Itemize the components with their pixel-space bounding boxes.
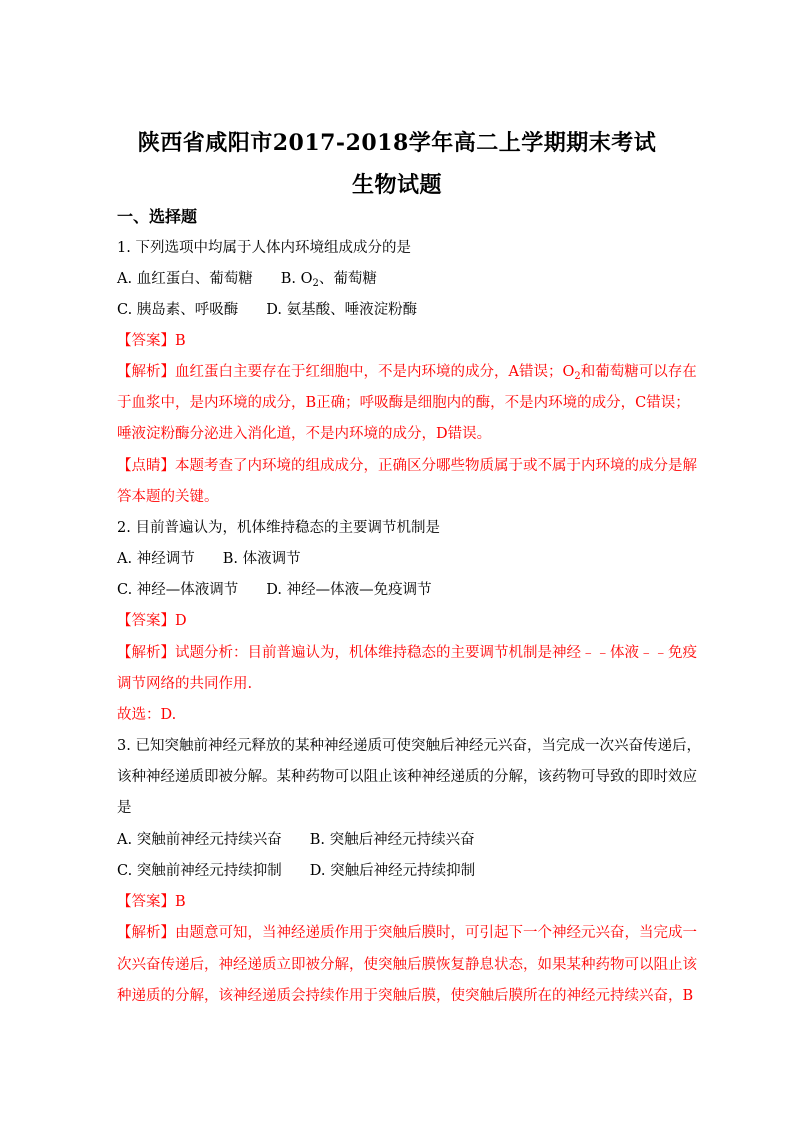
q2-options-ab: [117, 549, 689, 569]
document-subtitle: 生物试题: [351, 172, 442, 198]
q2-option-a: A. 神经调节: [117, 551, 195, 567]
q3-options-ab: [117, 830, 689, 850]
document-title: 陕西省咸阳市2017-2018学年高二上学期期末考试: [137, 130, 657, 156]
q1-option-d: D. 氨基酸、唾液淀粉酶: [266, 302, 418, 318]
q3-options-cd: [117, 861, 689, 881]
q3-analysis-line-3: 种递质的分解，该神经递质会持续作用于突触后膜，使突触后膜所在的神经元持续兴奋，B: [117, 988, 694, 1004]
q3-option-c: C. 突触前神经元持续抑制: [117, 863, 282, 879]
q2-option-d: D. 神经—体液—免疫调节: [266, 582, 432, 598]
q2-options-cd: [117, 580, 689, 600]
q2-answer: 【答案】D: [117, 613, 187, 629]
q2-option-c: C. 神经—体液调节: [117, 582, 239, 598]
q3-analysis-line-1: 【解析】由题意可知，当神经递质作用于突触后膜时，可引起下一个神经元兴奋，当完成一: [117, 925, 697, 941]
q1-options-cd: [117, 300, 689, 320]
section-heading: 一、选择题: [117, 207, 198, 226]
q1-options-ab: [117, 269, 689, 294]
q1-analysis-line-1: 【解析】血红蛋白主要存在于红细胞中，不是内环境的成分，A错误；$O_2$和葡萄糖可以存在: [117, 364, 697, 382]
q1-analysis-line-2: 于血浆中，是内环境的成分，B正确；呼吸酶是细胞内的酶，不是内环境的成分，C错误；: [117, 395, 690, 411]
q1-option-b: B. $O_2$、葡萄糖: [280, 271, 377, 289]
q3-answer: 【答案】B: [117, 894, 186, 910]
q1-answer: 【答案】B: [117, 333, 186, 349]
q2-analysis-line-2: 调节网络的共同作用.: [117, 676, 253, 692]
q3-stem-line-3: 是: [117, 800, 132, 816]
q2-stem: 2. 目前普遍认为，机体维持稳态的主要调节机制是: [117, 520, 440, 536]
q2-option-b: B. 体液调节: [222, 551, 301, 567]
q2-analysis-line-3: 故选：D.: [117, 707, 177, 723]
q1-point-line-2: 答本题的关键。: [117, 489, 219, 505]
q1-stem: 1. 下列选项中均属于人体内环境组成成分的是: [117, 240, 411, 256]
q1-point-line-1: 【点睛】本题考查了内环境的组成成分，正确区分哪些物质属于或不属于内环境的成分是解: [117, 458, 697, 474]
q1-option-c: C. 胰岛素、呼吸酶: [117, 302, 239, 318]
q3-stem-line-1: 3. 已知突触前神经元释放的某种神经递质可使突触后神经元兴奋，当完成一次兴奋传递后，: [117, 738, 701, 754]
q3-option-a: A. 突触前神经元持续兴奋: [117, 832, 282, 848]
q3-option-d: D. 突触后神经元持续抑制: [309, 863, 476, 879]
q2-analysis-line-1: 【解析】试题分析：目前普遍认为，机体维持稳态的主要调节机制是神经﹣﹣体液﹣﹣免疫: [117, 645, 697, 661]
q1-analysis-line-3: 唾液淀粉酶分泌进入消化道，不是内环境的成分，D错误。: [117, 426, 492, 442]
q3-analysis-line-2: 次兴奋传递后，神经递质立即被分解，使突触后膜恢复静息状态，如果某种药物可以阻止该: [117, 957, 697, 973]
q1-option-a: A. 血红蛋白、葡萄糖: [117, 271, 253, 287]
q3-option-b: B. 突触后神经元持续兴奋: [309, 832, 475, 848]
q3-stem-line-2: 该种神经递质即被分解。某种药物可以阻止该种神经递质的分解，该药物可导致的即时效应: [117, 769, 697, 785]
